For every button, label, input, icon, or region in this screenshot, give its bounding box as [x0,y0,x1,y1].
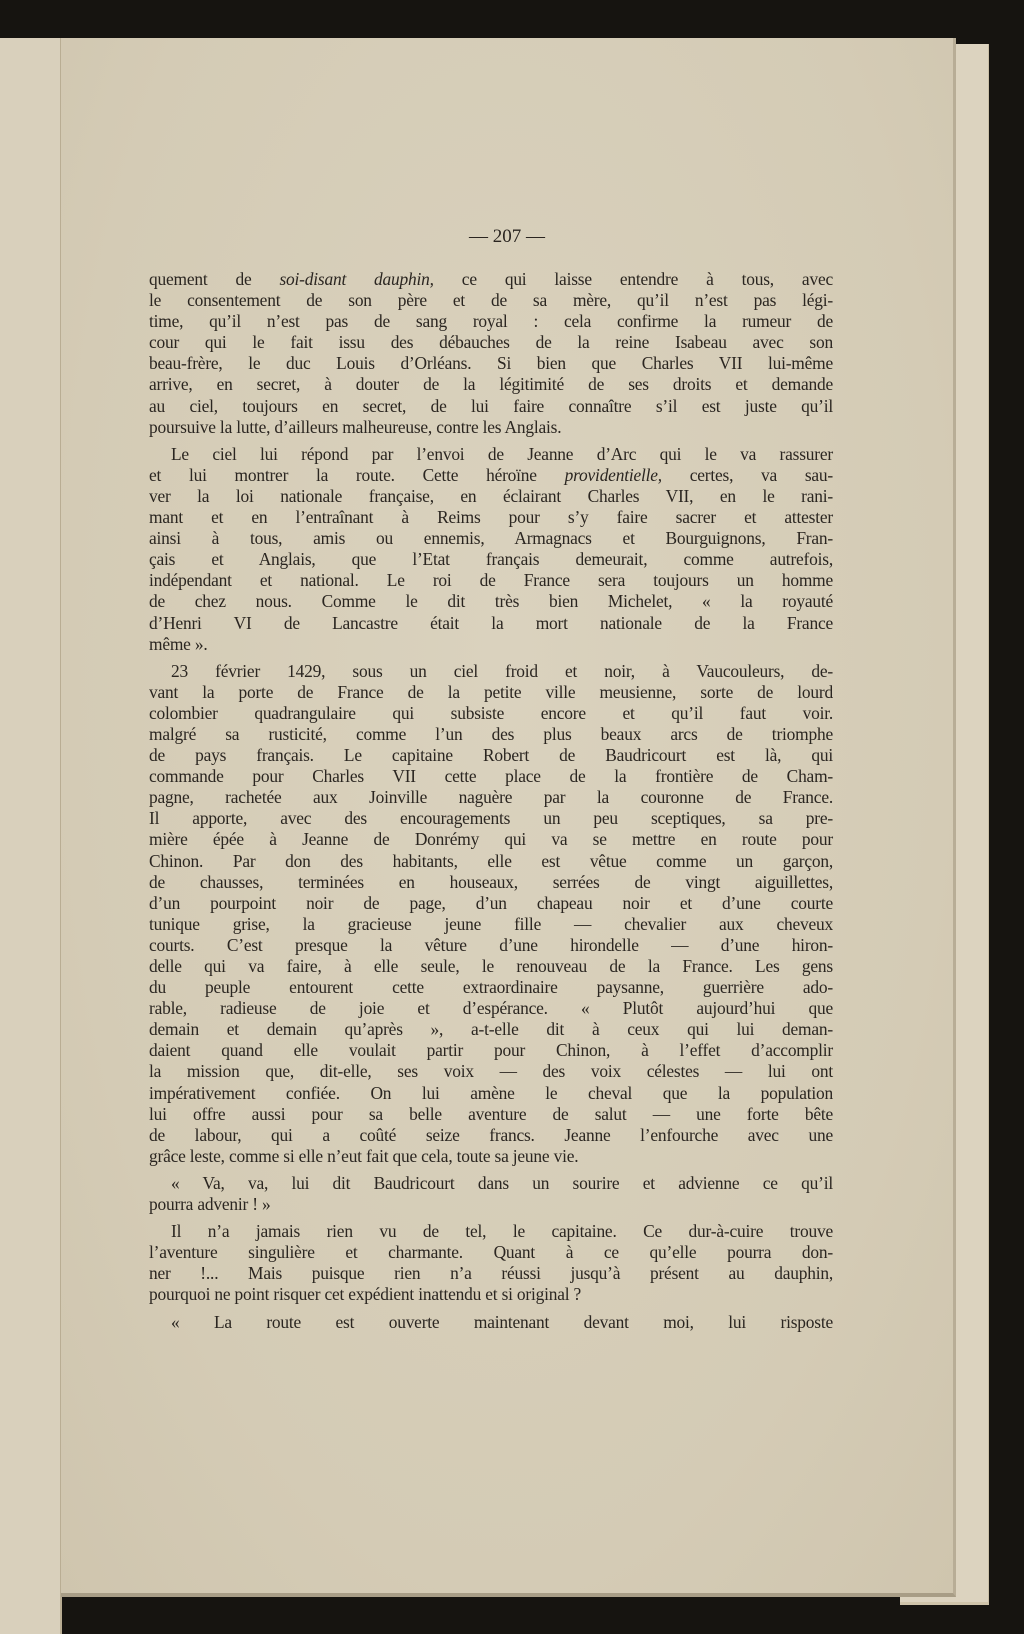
text-line: ner !... Mais puisque rien n’a réussi jusqu’à présent au dauphin, [149,1263,833,1284]
text-line: ver la loi nationale française, en éclairant Charles VII, en le rani- [149,485,833,506]
page-number: — 207 — [469,226,545,247]
body-text [149,269,833,1339]
text-line: grâce leste, comme si elle n’eut fait que cela, toute sa jeune vie. [149,1145,579,1166]
italic-text: providentielle, [564,464,662,485]
text-line: arrive, en secret, à douter de la légitimité de ses droits et demande [149,374,833,395]
text-line: daient quand elle voulait partir pour Chinon, à l’effet d’accomplir [149,1040,833,1061]
text-line: « La route est ouverte maintenant devant moi, lui risposte [171,1311,833,1332]
text-line: courts. C’est presque la vêture d’une hirondelle — d’une hiron- [149,934,833,955]
paragraph [149,1221,833,1305]
paragraph [149,1312,833,1333]
text-line: malgré sa rusticité, comme l’un des plus beaux arcs de triomphe [149,723,833,744]
text-line: de pays français. Le capitaine Robert de Baudricourt est là, qui [149,745,833,766]
text-line: beau-frère, le duc Louis d’Orléans. Si bien que Charles VII lui-même [149,353,833,374]
text-line: cour qui le fait issu des débauches de la reine Isabeau avec son [149,332,833,353]
text-line: Il n’a jamais rien vu de tel, le capitaine. Ce dur-à-cuire trouve [171,1221,833,1242]
text-line: d’Henri VI de Lancastre était la mort nationale de la France [149,612,833,633]
text-line: mière épée à Jeanne de Donrémy qui va se mettre en route pour [149,829,833,850]
text-line: de labour, qui a coûté seize francs. Jeanne l’enfourche avec une [149,1124,833,1145]
facing-page-edge [0,38,62,1634]
text-line: Chinon. Par don des habitants, elle est vêtue comme un garçon, [149,850,833,871]
text-line: delle qui va faire, à elle seule, le renouveau de la France. Les gens [149,956,833,976]
text-line [149,269,833,290]
text-line: Il apporte, avec des encouragements un peu sceptiques, sa pre- [149,808,833,829]
text-line: demain et demain qu’après », a-t-elle dit à ceux qui lui deman- [149,1019,833,1040]
text-line: « Va, va, lui dit Baudricourt dans un sourire et advienne ce qu’il [171,1172,833,1193]
text-line: çais et Anglais, que l’Etat français demeurait, comme autrefois, [149,549,833,570]
text-line: time, qu’il n’est pas de sang royal : cela confirme la rumeur de [149,311,833,332]
text-segment: et lui montrer la route. Cette héroïne [149,464,565,485]
text-segment: quement de [149,269,280,289]
text-line: tunique grise, la gracieuse jeune fille — chevalier aux cheveux [149,913,833,934]
text-line: le consentement de son père et de sa mère, qu’il n’est pas légi- [149,290,833,311]
text-line: commande pour Charles VII cette place de la frontière de Cham- [149,766,833,787]
text-line: la mission que, dit-elle, ses voix — des voix célestes — lui ont [149,1061,833,1082]
text-line: vant la porte de France de la petite ville meusienne, sorte de lourd [149,681,833,702]
text-line: lui offre aussi pour sa belle aventure de salut — une forte bête [149,1103,833,1124]
text-line: au ciel, toujours en secret, de lui faire connaître s’il est juste qu’il [149,395,833,416]
text-line: colombier quadrangulaire qui subsiste encore et qu’il faut voir. [149,702,833,723]
book-page [61,38,956,1597]
text-line: pourquoi ne point risquer cet expédient inattendu et si original ? [149,1284,582,1305]
paragraph [149,661,833,1167]
paragraph [149,269,833,438]
text-line: 23 février 1429, sous un ciel froid et noir, à Vaucouleurs, de- [171,660,833,681]
text-line: poursuive la lutte, d’ailleurs malheureuse, contre les Anglais. [149,416,562,437]
text-line: indépendant et national. Le roi de France sera toujours un homme [149,570,833,591]
text-line: même ». [149,633,208,654]
text-segment: ce qui laisse entendre à tous, avec [433,269,833,289]
text-line: du peuple entourent cette extraordinaire paysanne, guerrière ado- [149,977,833,998]
italic-text: soi-disant dauphin, [279,269,434,289]
text-line: impérativement confiée. On lui amène le cheval que la population [149,1082,833,1103]
paragraph [149,444,833,655]
paragraph [149,1173,833,1215]
text-line: de chez nous. Comme le dit très bien Michelet, « la royauté [149,591,833,612]
text-line: mant et en l’entraînant à Reims pour s’y faire sacrer et attester [149,507,833,528]
text-line: l’aventure singulière et charmante. Quant à ce qu’elle pourra don- [149,1242,833,1263]
text-line: pagne, rachetée aux Joinville naguère par la couronne de France. [149,787,833,808]
text-line [149,465,833,486]
text-line: rable, radieuse de joie et d’espérance. « Plutôt aujourd’hui que [149,998,833,1019]
text-line: d’un pourpoint noir de page, d’un chapeau noir et d’une courte [149,892,833,913]
text-line: ainsi à tous, amis ou ennemis, Armagnacs et Bourguignons, Fran- [149,528,833,549]
text-line: Le ciel lui répond par l’envoi de Jeanne d’Arc qui le va rassurer [171,443,833,464]
text-line: de chausses, terminées en houseaux, serrées de vingt aiguillettes, [149,871,833,892]
text-segment: certes, va sau- [661,464,833,485]
text-line: pourra advenir ! » [149,1194,271,1215]
